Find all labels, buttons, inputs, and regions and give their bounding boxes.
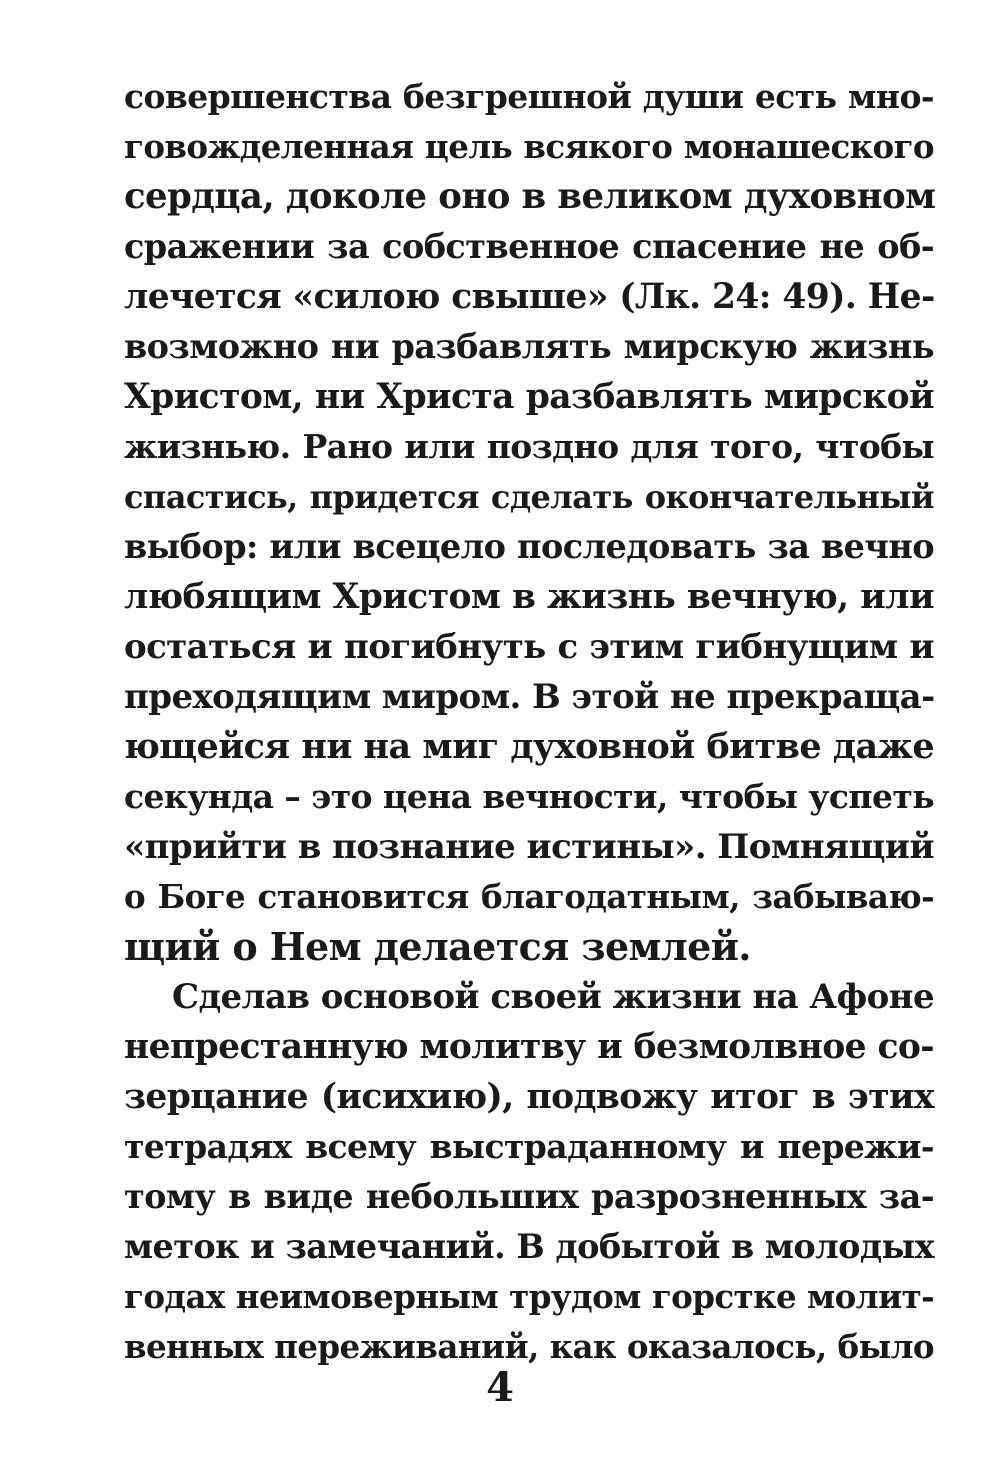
text-line: тому в виде небольших разрозненных за- <box>124 1177 934 1216</box>
text-line: остаться и погибнуть с этим гибнущим и <box>124 627 934 667</box>
paragraph-2 <box>124 972 934 1372</box>
text-line: о Боге становится благодатным, забываю- <box>124 877 934 916</box>
text-line: любящим Христом в жизнь вечную, или <box>124 577 934 617</box>
text-line: возможно ни разбавлять мирскую жизнь <box>124 327 934 366</box>
text-line: годах неимоверным трудом горстке молит- <box>124 1277 934 1316</box>
text-line: лечется «силою свыше» (Лк. 24: 49). Не- <box>124 277 935 317</box>
text-line: ющейся ни на миг духовной битве даже <box>124 726 934 767</box>
text-line: секунда – это цена вечности, чтобы успеть <box>124 777 934 816</box>
text-line: Сделав основой своей жизни на Афоне <box>172 977 934 1017</box>
text-line: говожделенная цель всякого монашеского <box>124 127 934 166</box>
text-line: преходящим миром. В этой не прекраща- <box>124 677 935 717</box>
text-line: щий о Нем делается землей. <box>124 924 751 969</box>
text-line: тетрадях всему выстраданному и пережи- <box>124 1127 934 1166</box>
body-text <box>124 72 934 1372</box>
text-line: выбор: или всецело последовать за вечно <box>124 527 934 566</box>
text-line: совершенства безгрешной души есть мно- <box>124 77 934 116</box>
text-line: Христом, ни Христа разбавлять мирской <box>124 377 934 417</box>
text-line: меток и замечаний. В добытой в молодых <box>124 1227 934 1266</box>
text-line: сражении за собственное спасение не об- <box>124 227 934 266</box>
text-line: непрестанную молитву и безмолвное со- <box>124 1027 934 1067</box>
text-line: «прийти в познание истины». Помнящий <box>124 827 934 867</box>
text-line: сердца, доколе оно в великом духовном <box>124 176 936 217</box>
page-number: 4 <box>486 1364 514 1411</box>
text-line: зерцание (исихию), подвожу итог в этих <box>124 1077 934 1117</box>
text-line: жизнью. Рано или поздно для того, чтобы <box>124 427 934 466</box>
text-line: спастись, придется сделать окончательный <box>124 478 934 516</box>
paragraph-1 <box>124 72 934 972</box>
text-line: венных переживаний, как оказалось, было <box>124 1327 934 1366</box>
